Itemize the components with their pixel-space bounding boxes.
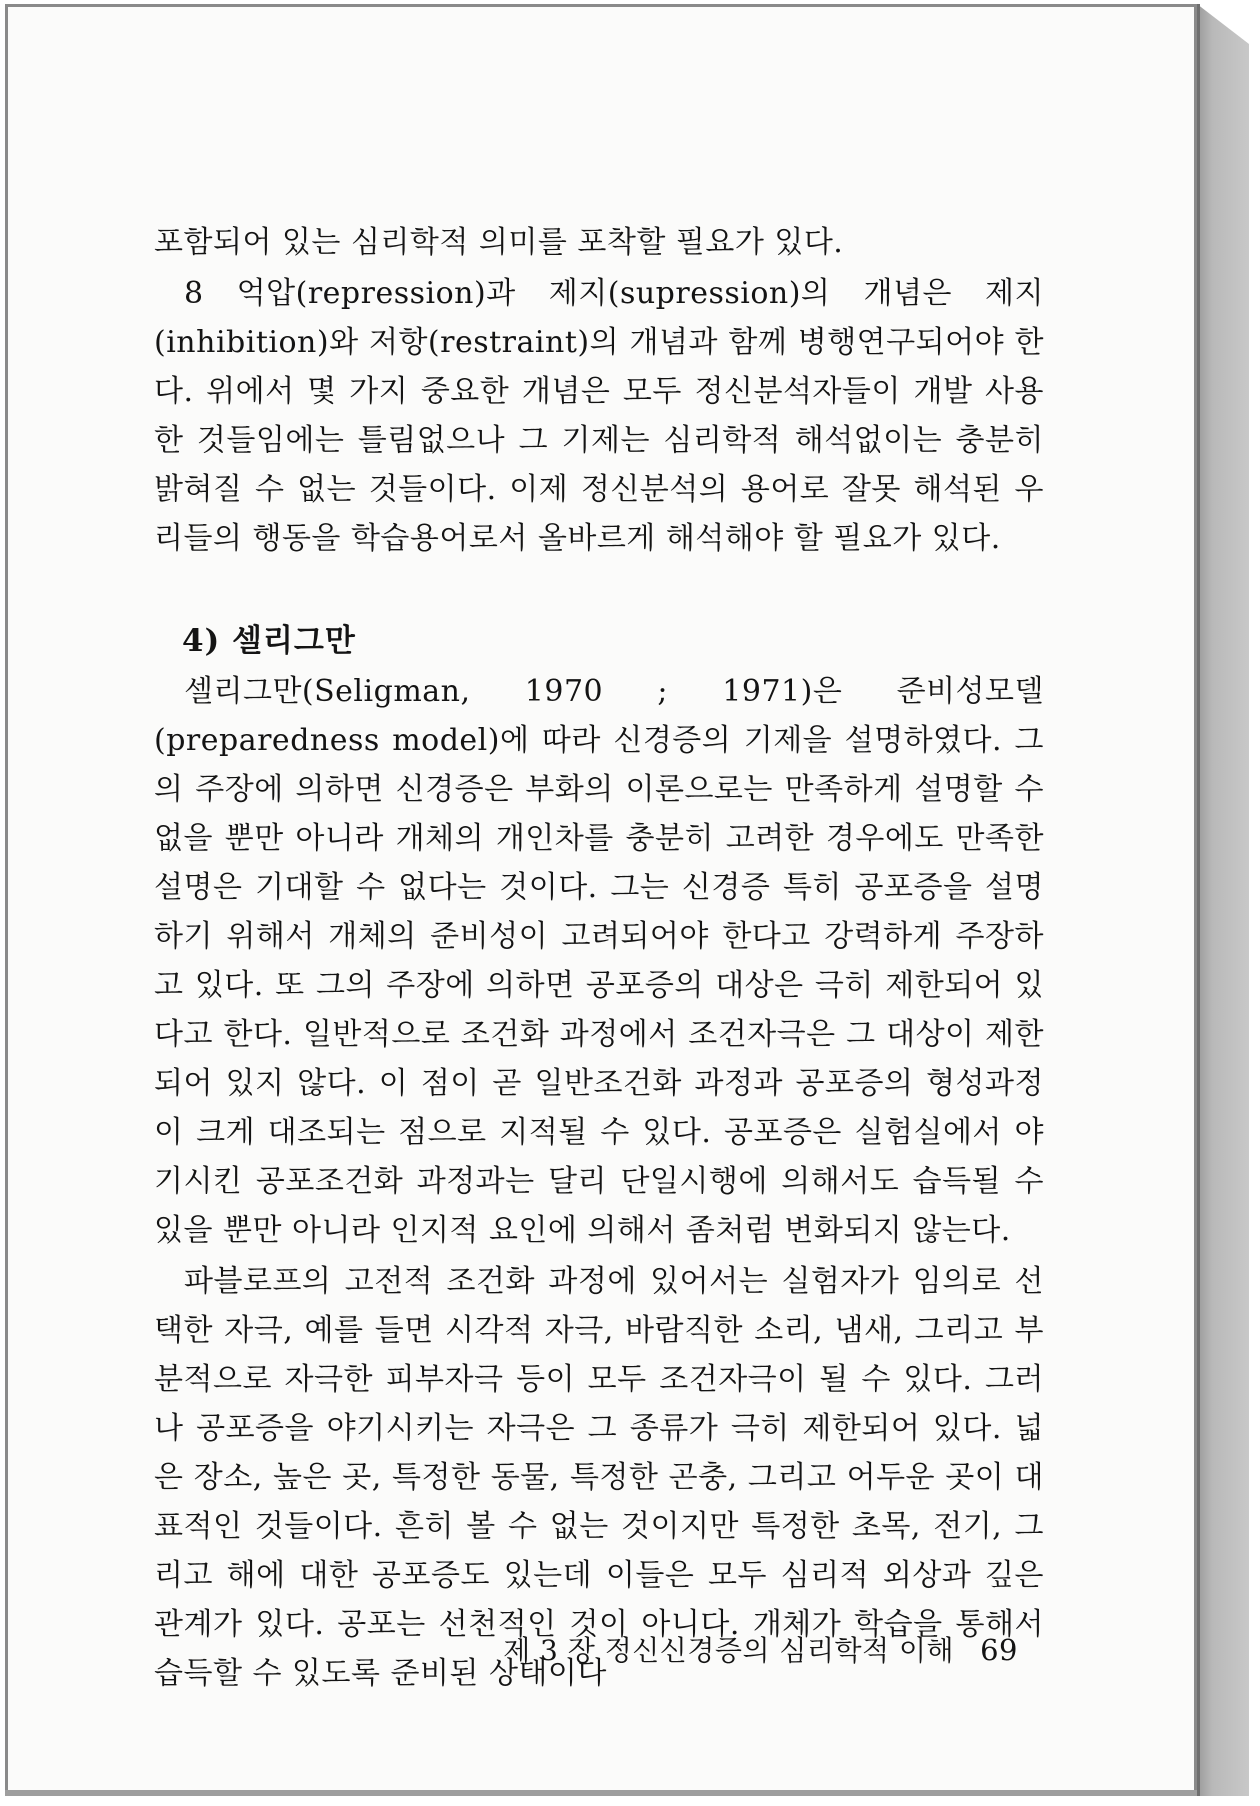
body-paragraph-seligman: 셀리그만(Seligman, 1970 ; 1971)은 준비성모델(preparedness model)에 따라 신경증의 기제을 설명하였다. 그의 주장에 의하면 신경증은 부화의 이론으로는 만족하게 설명할 수 없을 뿐만 아니라 개체의 개인차를 충분히 고려한 경우에도 만족한 설명은 기대할 수 없다는 것이다. 그는 신경증 특히 공포증을 설명하기 위해서 개체의 준비성이 고려되어야 한다고 강력하게 주장하고 있다. 또 그의 주장에 의하면 공포증의 대상은 극히 제한되어 있다고 한다. 일반적으로 조건화 과정에서 조건자극은 그 대상이 제한되어 있지 않다. 이 점이 곧 일반조건화 과정과 공포증의 형성과정이 크게 대조되는 점으로 지적될 수 있다. 공포증은 실험실에서 야기시킨 공포조건화 과정과는 달리 단일시행에 의해서도 습득될 수 있을 뿐만 아니라 인지적 요인에 의해서 좀처럼 변화되지 않는다. <box>154 674 1044 1248</box>
book-bottom-edge <box>5 1790 1197 1796</box>
page-body <box>154 218 1044 1698</box>
book-page-edge <box>1197 4 1249 1796</box>
body-paragraph-pavlov: 파블로프의 고전적 조건화 과정에 있어서는 실험자가 임의로 선택한 자극, 예를 들면 시각적 자극, 바람직한 소리, 냄새, 그리고 부분적으로 자극한 피부자극 등이 모두 조건자극이 될 수 있다. 그러나 공포증을 야기시키는 자극은 그 종류가 극히 제한되어 있다. 넓은 장소, 높은 곳, 특정한 동물, 특정한 곤충, 그리고 어두운 곳이 대표적인 것들이다. 흔히 볼 수 없는 것이지만 특정한 초목, 전기, 그리고 해에 대한 공포증도 있는데 이들은 모두 심리적 외상과 깊은 관계가 있다. 공포는 선천적인 것이 아니다. 개체가 학습을 통해서 습득할 수 있도록 준비된 상태이다 <box>154 1264 1044 1691</box>
section-heading: 4) 셀리그만 <box>182 623 356 659</box>
page-footer <box>503 1630 1018 1671</box>
body-paragraph-repression: 8 억압(repression)과 제지(supression)의 개념은 제지(inhibition)와 저항(restraint)의 개념과 함께 병행연구되어야 한다. 위에서 몇 가지 중요한 개념은 모두 정신분석자들이 개발 사용한 것들임에는 틀림없으나 그 기제는 심리학적 해석없이는 충분히 밝혀질 수 없는 것들이다. 이제 정신분석의 용어로 잘못 해석된 우리들의 행동을 학습용어로서 올바르게 해석해야 할 필요가 있다. <box>154 276 1044 556</box>
page-number: 69 <box>980 1633 1018 1667</box>
body-paragraph-continuation: 포함되어 있는 심리학적 의미를 포착할 필요가 있다. <box>154 225 844 260</box>
running-footer-chapter: 제 3 장 정신신경증의 심리학적 이해 <box>503 1634 955 1667</box>
book-edge-line <box>1197 4 1200 1796</box>
